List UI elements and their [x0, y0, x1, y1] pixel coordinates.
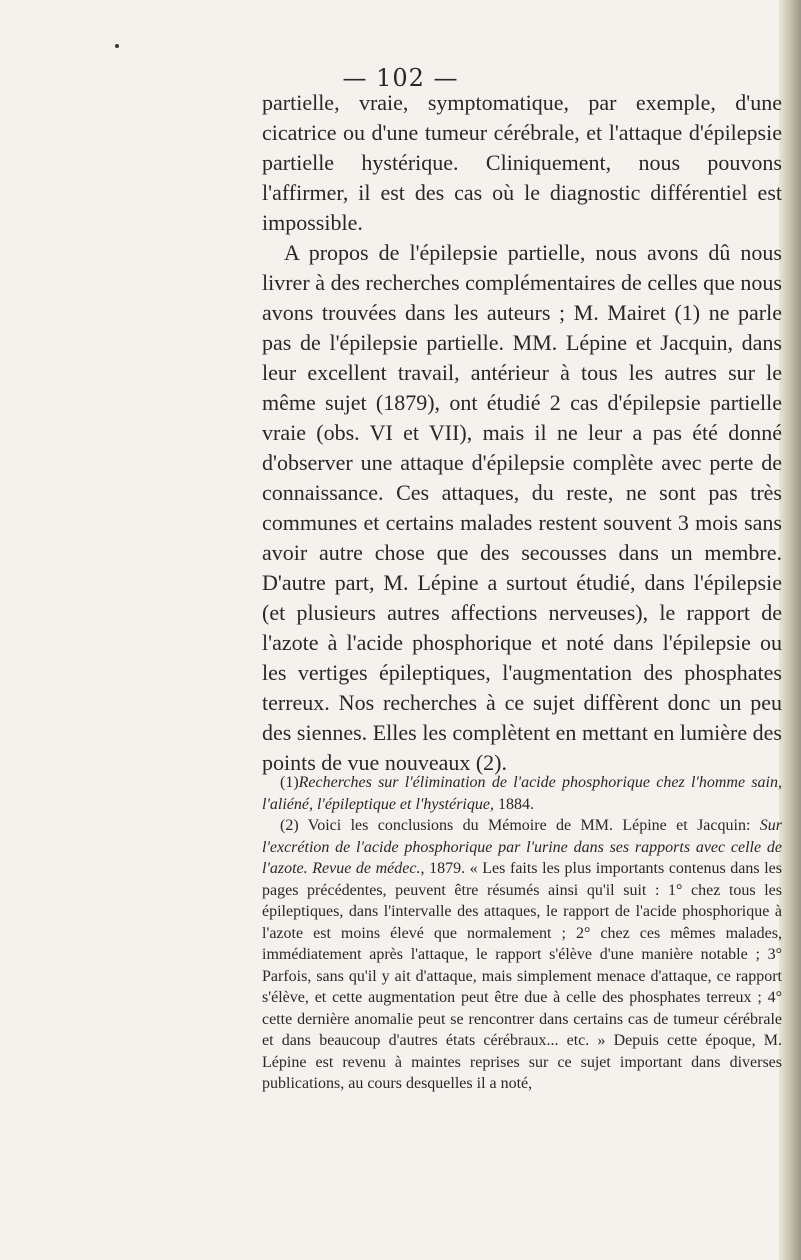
footnote-1-marker: (1): [280, 774, 299, 791]
footnote-2-title: Sur l'excrétion de l'acide phosphorique par l'urine dans ses rapports avec celle de l'azote. Revue de médec.: [262, 817, 782, 877]
page-number: — 102 —: [342, 64, 459, 92]
footnote-1: [262, 772, 782, 815]
footnote-2-intro: Voici les conclusions du Mémoire de MM. Lépine et Jacquin:: [298, 817, 760, 834]
footnotes: [262, 772, 782, 1095]
page-binding-edge: [779, 0, 801, 1260]
footnote-2-marker: (2): [280, 817, 299, 834]
ink-speck: [115, 44, 119, 48]
footnote-1-title: Recherches sur l'élimination de l'acide phosphorique chez l'homme sain, l'aliéné, l'épileptique et l'hystérique: [262, 774, 782, 813]
paragraph-2: A propos de l'épilepsie partielle, nous avons dû nous livrer à des recherches complémentaires de celles que nous avons trouvées dans les auteurs ; M. Mairet (1) ne parle pas de l'épilepsie partielle. MM. Lépine et Jacquin, dans leur excellent travail, antérieur à tous les autres sur le même sujet (1879), ont étudié 2 cas d'épilepsie partielle vraie (obs. VI et VII), mais il ne leur a pas été donné d'observer une attaque d'épilepsie complète avec perte de connaissance. Ces attaques, du reste, ne sont pas très communes et certains malades restent souvent 3 mois sans avoir autre chose que des secousses dans un membre. D'autre part, M. Lépine a surtout étudié, dans l'épilepsie (et plusieurs autres affections nerveuses), le rapport de l'azote à l'acide phosphorique et noté dans l'épilepsie ou les vertiges épileptiques, l'augmentation des phosphates terreux. Nos recherches à ce sujet diffèrent donc un peu des siennes. Elles les complètent en mettant en lumière des points de vue nouveaux (2).: [262, 240, 782, 775]
footnote-1-date: , 1884.: [489, 795, 534, 813]
main-text: [262, 88, 782, 778]
paragraph-1: partielle, vraie, symptomatique, par exemple, d'une cicatrice ou d'une tumeur cérébrale, et l'attaque d'épilepsie partielle hystérique. Cliniquement, nous pouvons l'affirmer, il est des cas où le diagnostic différentiel est impossible.: [262, 90, 782, 235]
footnote-2: [262, 815, 782, 1095]
footnote-2-body: , 1879. « Les faits les plus importants contenus dans les pages précédentes, peuvent être résumés ainsi qu'il suit : 1° chez tous les épileptiques, dans l'intervalle des attaques, le rapport de l'acide phosphorique à l'azote est moins élevé que normalement ; 2° chez ces mêmes malades, immédiatement après l'attaque, le rapport s'élève d'une manière notable ; 3° Parfois, sans qu'il y ait d'attaque, mais simplement menace d'attaque, ce rapport s'élève, et cette augmentation peut être due à celle des phosphates terreux ; 4° cette dernière anomalie peut se rencontrer dans certains cas de tumeur cérébrale et dans beaucoup d'autres états cérébraux... etc. » Depuis cette époque, M. Lépine est revenu à maintes reprises sur ce sujet important dans diverses publications, au cours desquelles il a noté,: [262, 860, 782, 1092]
